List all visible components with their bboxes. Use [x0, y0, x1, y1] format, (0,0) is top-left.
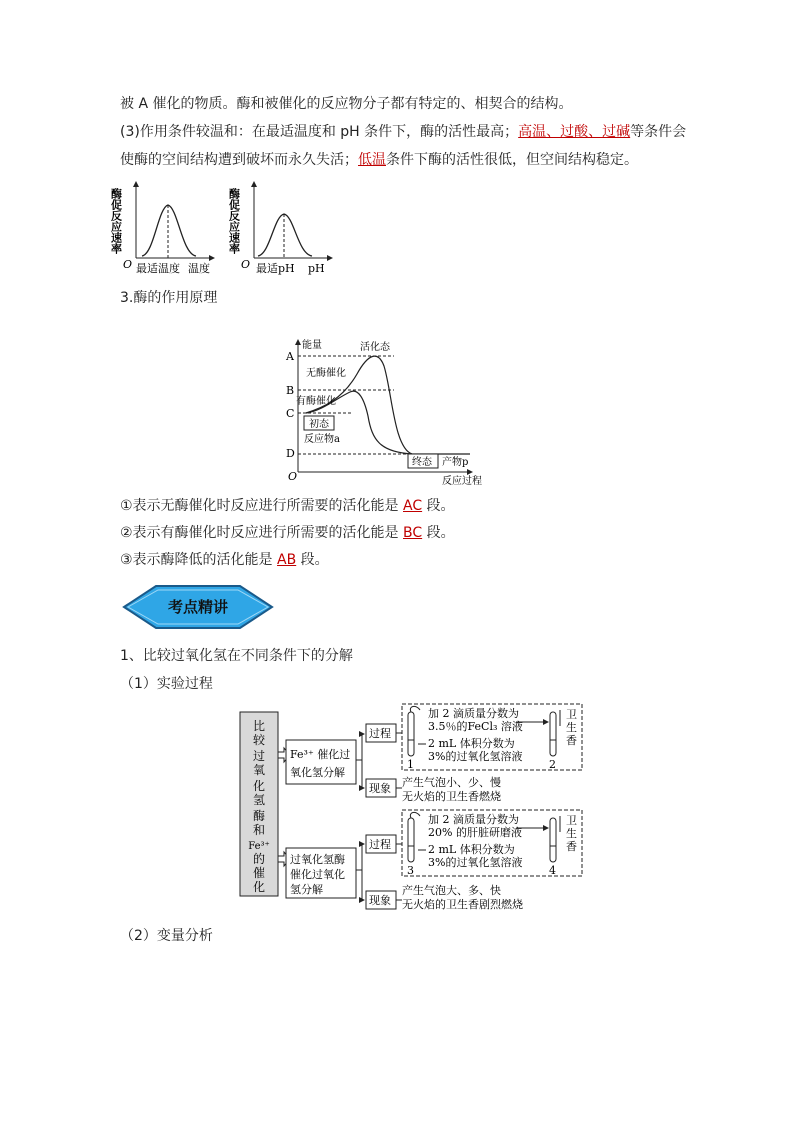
heading-compare-h2o2: 1、比较过氧化氢在不同条件下的分解: [120, 648, 353, 664]
answer-bc: BC: [403, 525, 423, 541]
origin-label: O: [123, 258, 133, 271]
y-axis-label: 能量: [302, 340, 322, 351]
x-label-optimum: 最适温度: [136, 262, 180, 275]
upper-box-line: 氧化氢分解: [290, 766, 345, 779]
origin-label: O: [288, 470, 298, 483]
tube-2: [549, 710, 560, 771]
level-d: D: [286, 447, 295, 460]
temperature-ph-graphs: [109, 176, 340, 278]
item-3: [120, 550, 329, 570]
text-segment: 段。: [296, 552, 329, 568]
main-char: 过: [252, 749, 266, 763]
text-segment: ②表示有酶催化时反应进行所需要的活化能是: [120, 525, 403, 541]
answer-ac: AC: [403, 498, 423, 514]
item-1: [120, 496, 455, 516]
process-step: 20% 的肝脏研磨液: [428, 826, 522, 839]
main-char: 和: [252, 823, 266, 837]
lower-box-line: 氢分解: [290, 883, 323, 896]
lower-box-line: 过氧化氢酶: [290, 853, 345, 866]
banner-title: 考点精讲: [167, 598, 229, 616]
tube-3: [407, 812, 420, 877]
lower-result-line: 无火焰的卫生香剧烈燃烧: [402, 898, 523, 911]
level-a: A: [286, 350, 294, 363]
process-step: 3.5％的FeCl₃ 溶液: [428, 720, 523, 733]
answer-low-temp: 低温: [358, 152, 386, 168]
text-segment: ③表示酶降低的活化能是: [120, 552, 278, 568]
paragraph-line-3: [120, 150, 638, 170]
tube-number: 3: [407, 864, 414, 877]
experiment-diagram: [238, 700, 584, 920]
ph-graph: [228, 182, 333, 275]
process-step: 加 2 滴质量分数为: [428, 813, 519, 826]
process-label: 过程: [369, 727, 391, 740]
level-b: B: [286, 384, 295, 397]
process-step: 2 mL 体积分数为: [428, 737, 515, 750]
subheading-variable-analysis: （2）变量分析: [120, 928, 213, 944]
section-banner: [122, 584, 274, 630]
main-char: 催: [252, 866, 266, 880]
lower-box-line: 催化过氧化: [290, 868, 345, 881]
final-state-label: 终态: [412, 457, 432, 468]
phenomenon-label: 现象: [369, 894, 391, 907]
subheading-experiment-process: （1）实验过程: [120, 676, 213, 692]
incense-char: 生: [566, 827, 577, 840]
enzyme-curve-label: 有酶催化: [296, 396, 336, 407]
reactant-label: 反应物a: [304, 434, 340, 445]
activation-energy-diagram: [282, 336, 522, 488]
text-segment: 段。: [422, 525, 455, 541]
x-axis-label: pH: [308, 262, 325, 275]
process-step: 加 2 滴质量分数为: [428, 707, 519, 720]
incense-char: 生: [566, 721, 577, 734]
paragraph-line-2: [120, 122, 686, 142]
origin-label: O: [241, 258, 251, 271]
paragraph-line-1: 被 A 催化的物质。酶和被催化的反应物分子都有特定的、相契合的结构。: [120, 96, 573, 112]
text-segment: 条件下酶的活性很低，但空间结构稳定。: [386, 152, 638, 168]
upper-result-line: 无火焰的卫生香燃烧: [402, 790, 501, 803]
incense-label: [566, 708, 577, 747]
item-2: [120, 523, 455, 543]
y-axis-label: 酶促反应速率: [227, 188, 241, 254]
temperature-graph: [110, 182, 215, 275]
x-axis-label: 反应过程: [442, 476, 482, 487]
text-segment: (3)作用条件较温和：在最适温度和 pH 条件下，酶的活性最高；: [120, 124, 519, 140]
answer-high-temp-acid-base: 高温、过酸、过碱: [518, 124, 631, 140]
phenomenon-label: 现象: [369, 782, 391, 795]
process-step: 3%的过氧化氢溶液: [428, 750, 523, 763]
tube-number: 4: [549, 864, 556, 877]
main-char: 化: [252, 880, 266, 894]
product-label: 产物p: [442, 457, 469, 468]
activated-state-label: 活化态: [360, 342, 390, 353]
text-segment: 段。: [422, 498, 455, 514]
incense-char: 卫: [566, 814, 577, 827]
main-char: 氢: [252, 793, 266, 807]
initial-state-label: 初态: [309, 419, 329, 430]
section-title-enzyme-principle: 3.酶的作用原理: [120, 290, 218, 306]
tube-1: [407, 706, 420, 771]
lower-result-line: 产生气泡大、多、快: [402, 884, 501, 897]
upper-result-line: 产生气泡小、少、慢: [402, 776, 501, 789]
main-char: 化: [252, 779, 266, 793]
banner-shape: [122, 584, 274, 630]
y-axis-label: 酶促反应速率: [109, 188, 123, 254]
text-segment: 等条件会: [630, 124, 687, 140]
incense-label: [566, 814, 577, 853]
x-label-optimum: 最适pH: [256, 262, 295, 275]
process-step: 2 mL 体积分数为: [428, 843, 515, 856]
tube-4: [549, 816, 560, 877]
no-enzyme-curve-label: 无酶催化: [306, 368, 346, 379]
incense-char: 香: [566, 734, 577, 747]
incense-char: 香: [566, 840, 577, 853]
main-char: 氧: [252, 763, 266, 777]
level-c: C: [286, 407, 295, 420]
text-segment: ①表示无酶催化时反应进行所需要的活化能是: [120, 498, 403, 514]
upper-box-line: Fe³⁺ 催化过: [290, 748, 351, 761]
process-label: 过程: [369, 838, 391, 851]
main-char: 的: [252, 852, 266, 866]
process-step: 3%的过氧化氢溶液: [428, 856, 523, 869]
text-segment: 使酶的空间结构遭到破坏而永久失活；: [120, 152, 358, 168]
incense-char: 卫: [566, 708, 577, 721]
tube-number: 2: [549, 758, 556, 771]
tube-number: 1: [407, 758, 414, 771]
answer-ab: AB: [277, 552, 297, 568]
main-char: 较: [252, 733, 266, 747]
main-char: Fe³⁺: [248, 841, 270, 852]
x-axis-label: 温度: [188, 262, 210, 275]
main-char: 比: [252, 719, 266, 733]
main-char: 酶: [252, 809, 266, 823]
